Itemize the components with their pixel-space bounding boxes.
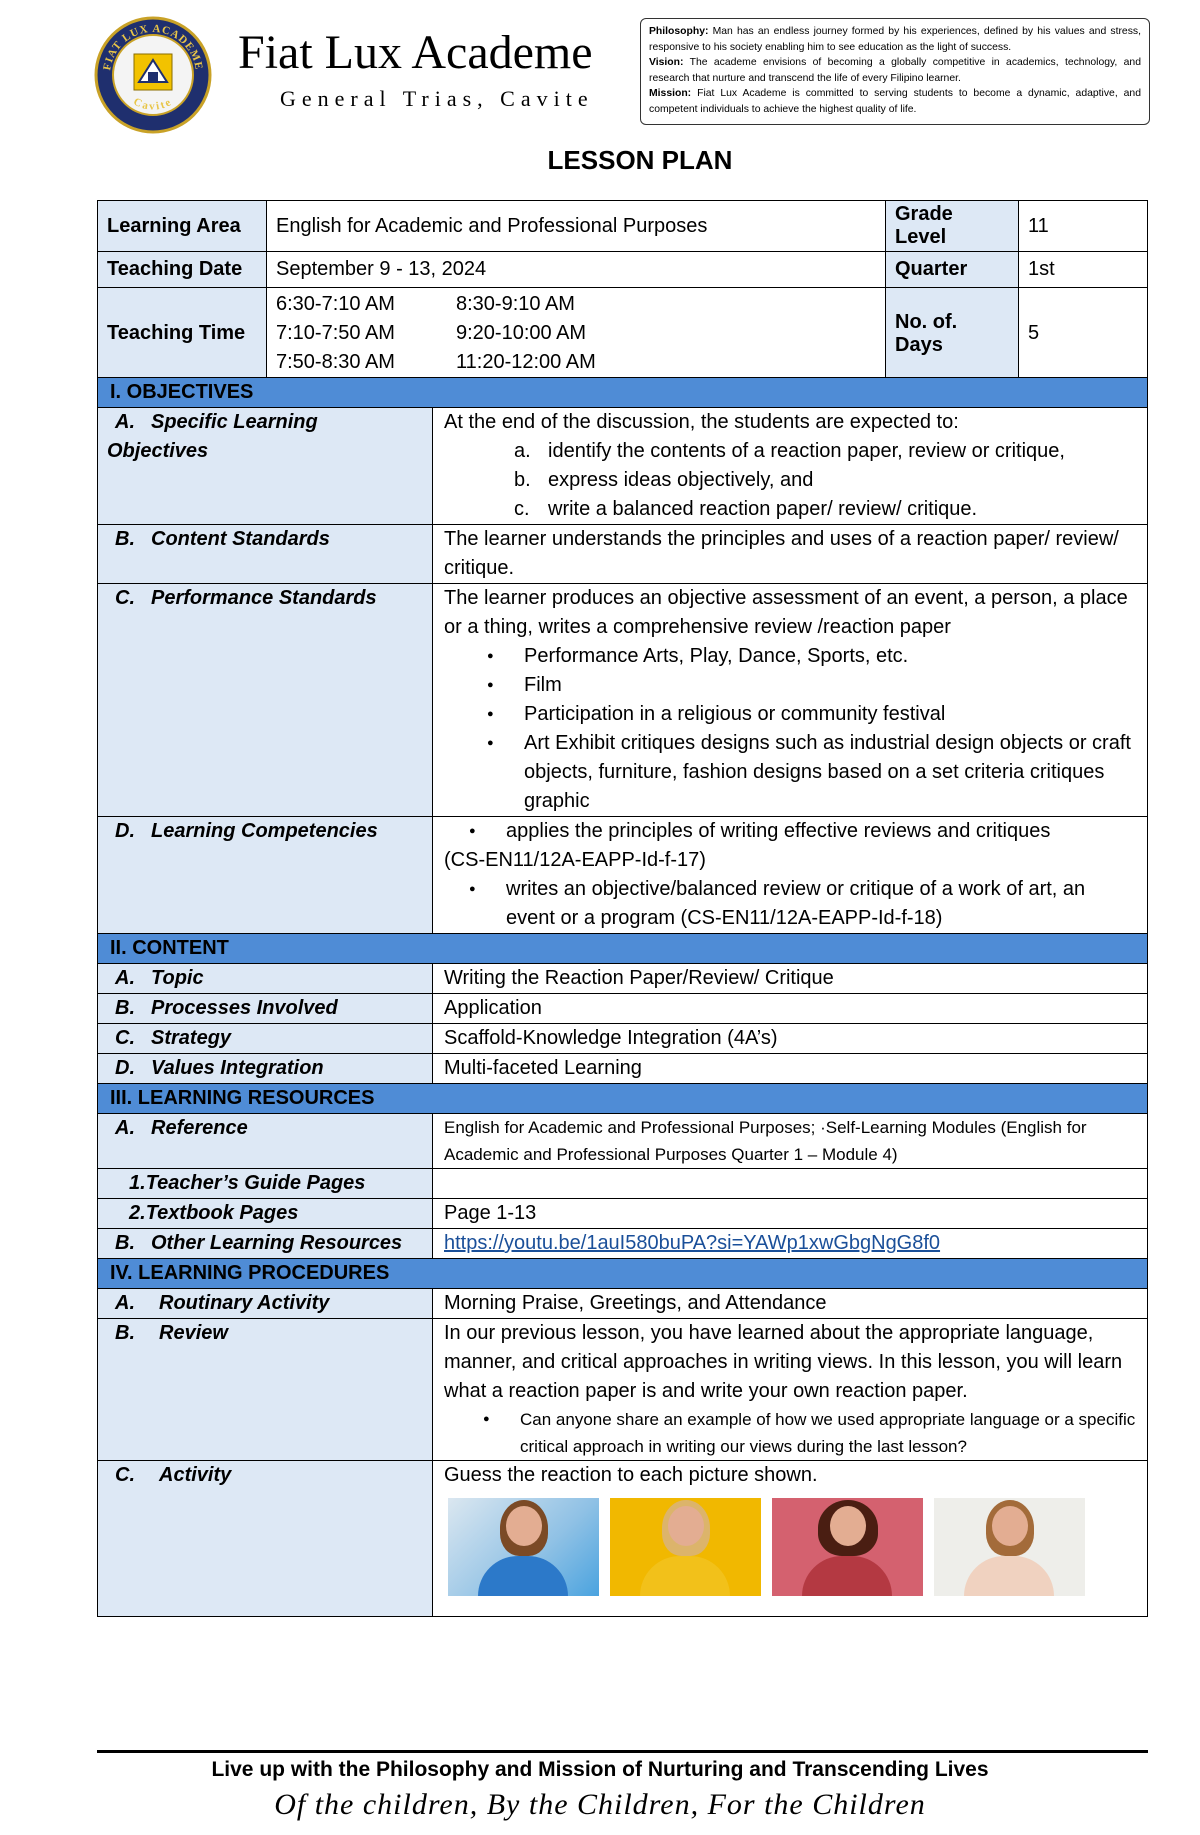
list-item: ● writes an objective/balanced review or critique of a work of art, an event or a program (CS-EN11/12A-EAPP-Id-f-18) <box>490 875 1138 933</box>
philosophy-vision-mission-box: Philosophy: Man has an endless journey formed by his experiences, defined by his values and stress, responsive to his society enabling him to see education as the light of success. Vision: The academe envisions of becoming a globally competitive in academics, technology, and research that nurture and transcend the life of every Filipino learner. Mission: Fiat Lux Academe is committed to serving students to become a dynamic, adaptive, and competent individuals to achieve the highest quality of life. <box>640 18 1150 125</box>
strategy-label: C. Strategy <box>98 1024 433 1054</box>
objectives-heading: I. OBJECTIVES <box>98 378 1148 408</box>
routinary-activity-label: A. Routinary Activity <box>98 1289 433 1319</box>
svg-text:FIAT LUX ACADEME: FIAT LUX ACADEME <box>101 22 205 72</box>
content-standards-value: The learner understands the principles and uses of a reaction paper/ review/ critique. <box>433 525 1148 584</box>
learning-area-label: Learning Area <box>98 201 267 252</box>
specific-objectives-label: A. Specific Learning Objectives <box>98 408 433 525</box>
specific-objectives-value: At the end of the discussion, the students are expected to: a. identify the contents of a reaction paper, review or critique, b. express ideas objectively, and c. write a balanced reaction paper/ review/ critique. <box>433 408 1148 525</box>
time-slot: 7:50-8:30 AM <box>276 351 395 373</box>
teaching-date-label: Teaching Date <box>98 252 267 288</box>
reaction-photos <box>448 1498 1138 1596</box>
textbook-pages-value: Page 1-13 <box>433 1199 1148 1229</box>
processes-value: Application <box>433 994 1148 1024</box>
school-name: Fiat Lux Academe <box>238 26 593 79</box>
topic-label: A. Topic <box>98 964 433 994</box>
list-item: ● Film <box>508 671 1138 700</box>
lesson-info-table <box>97 200 1148 380</box>
performance-standards-value: The learner produces an objective assessment of an event, a person, a place or a thing, writes a comprehensive review /reaction paper ● Performance Arts, Play, Dance, Sports, etc. ● Film ● Participation in a religious or community festival ● Art Exhibit critiques designs such as industrial design objects or craft objects, furniture, fashion designs based on a set criteria critiques graphic <box>433 584 1148 817</box>
quarter-value: 1st <box>1019 252 1148 288</box>
learning-area-value: English for Academic and Professional Purposes <box>267 201 886 252</box>
mission-text: Fiat Lux Academe is committed to serving students to become a dynamic, adaptive, and competent individuals to achieve the highest quality of life. <box>649 88 1141 115</box>
list-item: b. express ideas objectively, and <box>514 469 814 491</box>
performance-standards-label: C. Performance Standards <box>98 584 433 817</box>
footer-tagline: Of the children, By the Children, For the Children <box>274 1788 926 1821</box>
strategy-value: Scaffold-Knowledge Integration (4A’s) <box>433 1024 1148 1054</box>
reaction-photo-2 <box>610 1498 761 1596</box>
reference-label: A. Reference <box>98 1114 433 1169</box>
vision-text: The academe envisions of becoming a globally competitive in academics, technology, and research that nurture and transcend the life of every Filipino learner. <box>649 57 1141 84</box>
quarter-label: Quarter <box>886 252 1019 288</box>
textbook-pages-label: 2.Textbook Pages <box>98 1199 433 1229</box>
list-item: ● Art Exhibit critiques designs such as industrial design objects or craft objects, furniture, fashion designs based on a set criteria critiques graphic <box>508 729 1138 816</box>
time-slot: 11:20-12:00 AM <box>456 351 596 373</box>
svg-text:Cavite: Cavite <box>131 95 175 113</box>
lesson-plan-table <box>97 377 1148 1617</box>
school-location: General Trias, Cavite <box>280 86 594 111</box>
content-standards-label: B. Content Standards <box>98 525 433 584</box>
reaction-photo-1 <box>448 1498 599 1596</box>
footer-divider <box>97 1750 1148 1753</box>
grade-level-value: 11 <box>1019 201 1148 252</box>
philosophy-text: Man has an endless journey formed by his experiences, defined by his values and stress, responsive to his society enabling him to see education as the light of success. <box>649 26 1141 53</box>
reaction-photo-4 <box>934 1498 1085 1596</box>
routinary-activity-value: Morning Praise, Greetings, and Attendance <box>433 1289 1148 1319</box>
teaching-time-value <box>267 288 886 380</box>
procedures-heading: IV. LEARNING PROCEDURES <box>98 1259 1148 1289</box>
activity-label: C. Activity <box>98 1461 433 1617</box>
page-title: LESSON PLAN <box>547 145 733 175</box>
list-item: ● Performance Arts, Play, Dance, Sports, etc. <box>508 642 1138 671</box>
values-integration-value: Multi-faceted Learning <box>433 1054 1148 1084</box>
reference-value: English for Academic and Professional Purposes; ·Self-Learning Modules (English for Academic and Professional Purposes Quarter 1 – Module 4) <box>433 1114 1148 1169</box>
time-slot: 8:30-9:10 AM <box>456 293 575 315</box>
school-seal-logo <box>94 16 212 134</box>
learning-competencies-value: ● applies the principles of writing effective reviews and critiques (CS-EN11/12A-EAPP-Id-f-17) ● writes an objective/balanced review or critique of a work of art, an event or a program (CS-EN11/12A-EAPP-Id-f-18) <box>433 817 1148 934</box>
time-slot: 7:10-7:50 AM <box>276 322 395 344</box>
values-integration-label: D. Values Integration <box>98 1054 433 1084</box>
list-item: ● applies the principles of writing effective reviews and critiques <box>490 817 1138 846</box>
days-value: 5 <box>1019 288 1148 380</box>
learning-competencies-label: D. Learning Competencies <box>98 817 433 934</box>
review-label: B. Review <box>98 1319 433 1461</box>
list-item: c. write a balanced reaction paper/ review/ critique. <box>514 498 978 520</box>
other-resources-value <box>433 1229 1148 1259</box>
topic-value: Writing the Reaction Paper/Review/ Critique <box>433 964 1148 994</box>
processes-label: B. Processes Involved <box>98 994 433 1024</box>
list-item: a. identify the contents of a reaction paper, review or critique, <box>514 440 1065 462</box>
teachers-guide-value <box>433 1169 1148 1199</box>
youtube-link[interactable]: https://youtu.be/1auI580buPA?si=YAWp1xwGbgNgG8f0 <box>444 1232 941 1254</box>
teaching-time-label: Teaching Time <box>98 288 267 380</box>
teachers-guide-label: 1.Teacher’s Guide Pages <box>98 1169 433 1199</box>
activity-value: Guess the reaction to each picture shown. <box>433 1461 1148 1617</box>
content-heading: II. CONTENT <box>98 934 1148 964</box>
days-label: No. of. Days <box>886 288 1019 380</box>
review-value: In our previous lesson, you have learned about the appropriate language, manner, and critical approaches in writing views. In this lesson, you will learn what a reaction paper is and write your own reaction paper. ● Can anyone share an example of how we used appropriate language or a specific critical approach in writing our views during the last lesson? <box>433 1319 1148 1461</box>
time-slot: 6:30-7:10 AM <box>276 293 395 315</box>
time-slot: 9:20-10:00 AM <box>456 322 587 344</box>
reaction-photo-3 <box>772 1498 923 1596</box>
footer-motto: Live up with the Philosophy and Mission of Nurturing and Transcending Lives <box>211 1758 989 1781</box>
list-item: ● Can anyone share an example of how we used appropriate language or a specific critical approach in writing our views during the last lesson? <box>504 1406 1138 1460</box>
grade-level-label: Grade Level <box>886 201 1019 252</box>
teaching-date-value: September 9 - 13, 2024 <box>267 252 886 288</box>
list-item: ● Participation in a religious or community festival <box>508 700 1138 729</box>
resources-heading: III. LEARNING RESOURCES <box>98 1084 1148 1114</box>
other-resources-label: B. Other Learning Resources <box>98 1229 433 1259</box>
